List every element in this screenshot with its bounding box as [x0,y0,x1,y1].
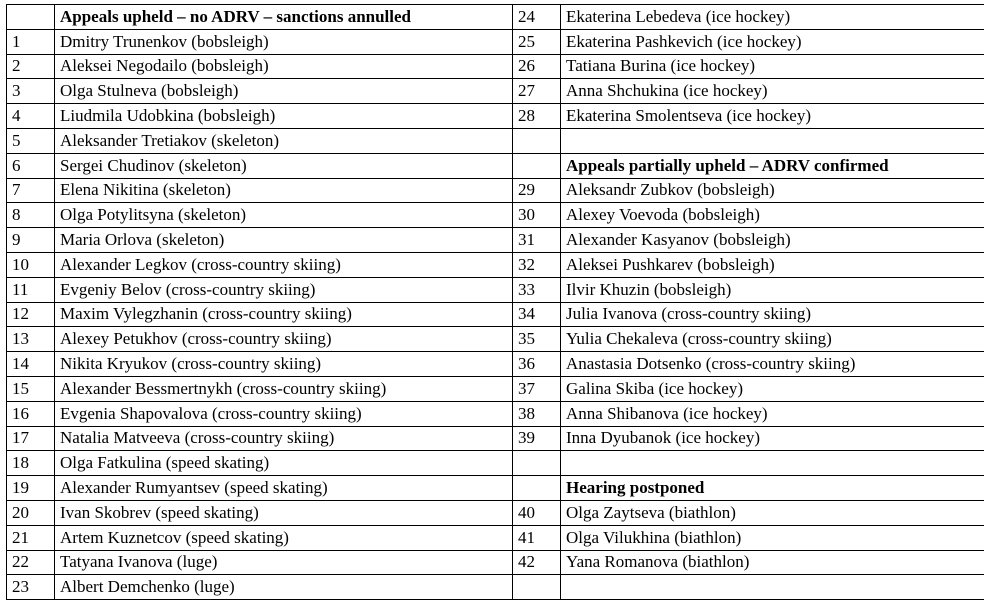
table-row [7,277,984,302]
right-entry-name: Tatiana Burina (ice hockey) [561,54,984,79]
left-entry-name: Nikita Kryukov (cross-country skiing) [55,352,513,377]
right-entry-name: Galina Skiba (ice hockey) [561,376,984,401]
right-entry-name: Yana Romanova (biathlon) [561,550,984,575]
table-row [7,79,984,104]
right-entry-number: 28 [513,104,561,129]
right-entry-name: Julia Ivanova (cross-country skiing) [561,302,984,327]
left-entry-number: 14 [7,352,55,377]
left-entry-number: 9 [7,228,55,253]
left-entry-number: 15 [7,376,55,401]
table-row [7,228,984,253]
right-entry-number: 39 [513,426,561,451]
left-entry-name: Liudmila Udobkina (bobsleigh) [55,104,513,129]
right-entry-number: 34 [513,302,561,327]
right-entry-number: 35 [513,327,561,352]
table-row [7,29,984,54]
left-entry-number: 13 [7,327,55,352]
right-entry-number: 32 [513,252,561,277]
left-entry-name: Evgeniy Belov (cross-country skiing) [55,277,513,302]
table-row [7,451,984,476]
left-entry-name: Alexander Bessmertnykh (cross-country skiing) [55,376,513,401]
table-body [7,5,984,600]
right-entry-name: Olga Vilukhina (biathlon) [561,525,984,550]
table-row [7,575,984,600]
table-row [7,352,984,377]
left-section-heading: Appeals upheld – no ADRV – sanctions annulled [55,5,513,30]
right-entry-name: Anna Shchukina (ice hockey) [561,79,984,104]
right-entry-number: 30 [513,203,561,228]
left-entry-number: 17 [7,426,55,451]
left-entry-name: Artem Kuznetcov (speed skating) [55,525,513,550]
table-row [7,302,984,327]
right-entry-name: Alexey Voevoda (bobsleigh) [561,203,984,228]
left-entry-number: 3 [7,79,55,104]
left-entry-number: 2 [7,54,55,79]
athlete-appeals-table [6,4,984,600]
left-entry-number: 5 [7,128,55,153]
right-entry-name: Ilvir Khuzin (bobsleigh) [561,277,984,302]
table-row [7,426,984,451]
table-row [7,401,984,426]
table-row [7,252,984,277]
right-entry-name: Ekaterina Pashkevich (ice hockey) [561,29,984,54]
right-section-heading: Hearing postponed [561,476,984,501]
left-entry-name: Alexander Legkov (cross-country skiing) [55,252,513,277]
left-entry-name: Evgenia Shapovalova (cross-country skiing) [55,401,513,426]
table-row [7,376,984,401]
right-entry-name: Anna Shibanova (ice hockey) [561,401,984,426]
left-entry-number: 6 [7,153,55,178]
left-entry-number: 16 [7,401,55,426]
right-entry-number: 27 [513,79,561,104]
left-entry-number: 1 [7,29,55,54]
left-entry-name: Elena Nikitina (skeleton) [55,178,513,203]
right-entry-name: Anastasia Dotsenko (cross-country skiing) [561,352,984,377]
left-entry-number [7,5,55,30]
right-entry-name: Ekaterina Lebedeva (ice hockey) [561,5,984,30]
left-entry-number: 20 [7,500,55,525]
table-row [7,5,984,30]
table-row [7,104,984,129]
left-entry-name: Natalia Matveeva (cross-country skiing) [55,426,513,451]
right-entry-number: 24 [513,5,561,30]
left-entry-name: Olga Stulneva (bobsleigh) [55,79,513,104]
left-entry-number: 21 [7,525,55,550]
right-entry-number: 29 [513,178,561,203]
right-entry-number: 33 [513,277,561,302]
right-entry-number [513,451,561,476]
left-entry-name: Albert Demchenko (luge) [55,575,513,600]
right-entry-name: Olga Zaytseva (biathlon) [561,500,984,525]
right-entry-number [513,128,561,153]
table-row [7,178,984,203]
left-entry-number: 11 [7,277,55,302]
left-entry-name: Maxim Vylegzhanin (cross-country skiing) [55,302,513,327]
table-row [7,203,984,228]
right-entry-number: 26 [513,54,561,79]
right-entry-number: 41 [513,525,561,550]
right-section-heading: Appeals partially upheld – ADRV confirmed [561,153,984,178]
left-entry-number: 22 [7,550,55,575]
table-row [7,327,984,352]
left-entry-name: Dmitry Trunenkov (bobsleigh) [55,29,513,54]
left-entry-name: Olga Fatkulina (speed skating) [55,451,513,476]
left-entry-number: 12 [7,302,55,327]
right-entry-number: 36 [513,352,561,377]
table-row [7,476,984,501]
table-row [7,500,984,525]
left-entry-name: Aleksei Negodailo (bobsleigh) [55,54,513,79]
left-entry-name: Aleksander Tretiakov (skeleton) [55,128,513,153]
table-row [7,525,984,550]
right-entry-number: 40 [513,500,561,525]
left-entry-number: 4 [7,104,55,129]
left-entry-number: 10 [7,252,55,277]
right-entry-name [561,575,984,600]
left-entry-name: Sergei Chudinov (skeleton) [55,153,513,178]
left-entry-number: 18 [7,451,55,476]
right-entry-name: Aleksei Pushkarev (bobsleigh) [561,252,984,277]
left-entry-number: 7 [7,178,55,203]
right-entry-number: 42 [513,550,561,575]
table-row [7,54,984,79]
right-entry-name: Inna Dyubanok (ice hockey) [561,426,984,451]
left-entry-name: Olga Potylitsyna (skeleton) [55,203,513,228]
left-entry-name: Maria Orlova (skeleton) [55,228,513,253]
left-entry-number: 23 [7,575,55,600]
right-entry-name [561,451,984,476]
right-entry-number [513,575,561,600]
left-entry-name: Alexander Rumyantsev (speed skating) [55,476,513,501]
right-entry-name [561,128,984,153]
right-entry-number: 37 [513,376,561,401]
right-entry-name: Alexander Kasyanov (bobsleigh) [561,228,984,253]
right-entry-number [513,153,561,178]
left-entry-number: 8 [7,203,55,228]
table-row [7,128,984,153]
right-entry-number: 25 [513,29,561,54]
left-entry-name: Alexey Petukhov (cross-country skiing) [55,327,513,352]
right-entry-number: 31 [513,228,561,253]
left-entry-name: Tatyana Ivanova (luge) [55,550,513,575]
right-entry-number: 38 [513,401,561,426]
right-entry-name: Ekaterina Smolentseva (ice hockey) [561,104,984,129]
table-row [7,550,984,575]
right-entry-number [513,476,561,501]
left-entry-number: 19 [7,476,55,501]
right-entry-name: Yulia Chekaleva (cross-country skiing) [561,327,984,352]
right-entry-name: Aleksandr Zubkov (bobsleigh) [561,178,984,203]
left-entry-name: Ivan Skobrev (speed skating) [55,500,513,525]
table-row [7,153,984,178]
